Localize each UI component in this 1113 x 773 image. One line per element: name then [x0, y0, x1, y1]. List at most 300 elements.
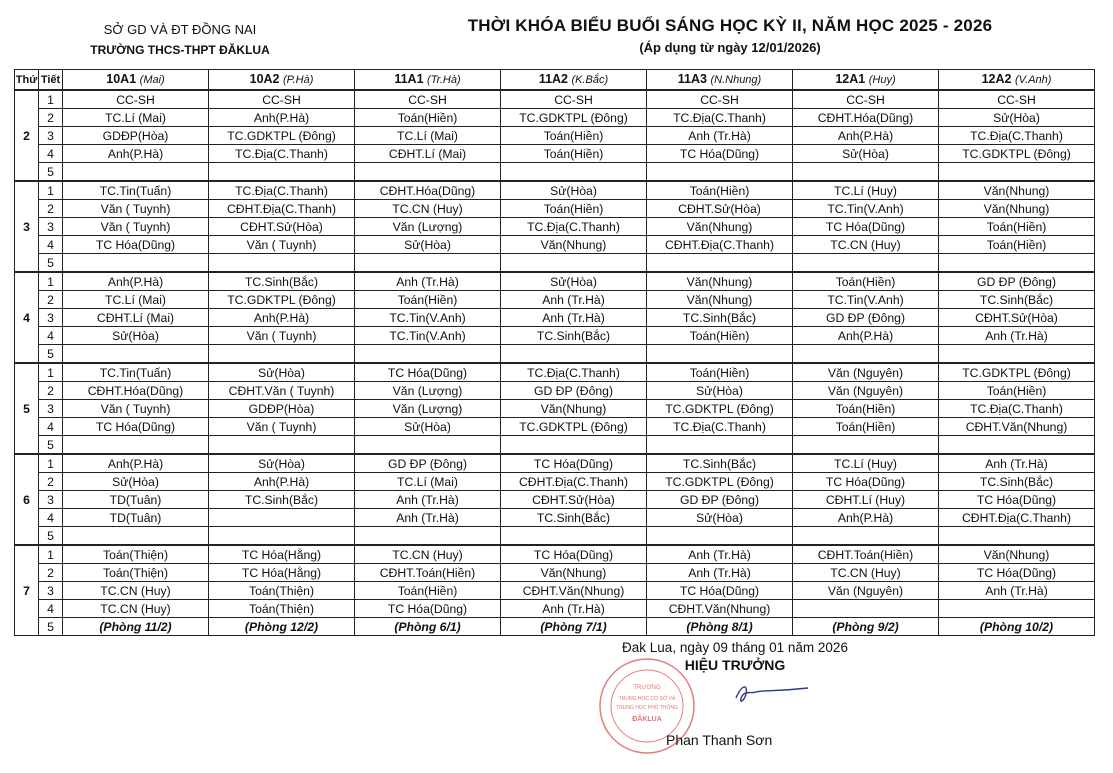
- lesson-cell: TC.GDKTPL (Đông): [939, 145, 1095, 163]
- lesson-cell: [63, 436, 209, 455]
- lesson-cell: Sử(Hòa): [355, 236, 501, 254]
- period-cell: 4: [39, 600, 63, 618]
- lesson-cell: Văn(Nhung): [501, 400, 647, 418]
- column-header-day: Thứ: [15, 70, 39, 91]
- lesson-cell: Văn(Nhung): [647, 291, 793, 309]
- table-row: [15, 90, 1095, 109]
- lesson-cell: [209, 527, 355, 546]
- timetable: [14, 69, 1095, 636]
- period-cell: 2: [39, 473, 63, 491]
- lesson-cell: TC.Sinh(Bắc): [209, 272, 355, 291]
- lesson-cell: CC-SH: [209, 90, 355, 109]
- period-cell: 5: [39, 618, 63, 636]
- table-row: [15, 272, 1095, 291]
- document-subtitle: (Áp dụng từ ngày 12/01/2026): [639, 40, 821, 55]
- class-teacher: (Tr.Hà): [427, 74, 461, 86]
- lesson-cell: TC.Địa(C.Thanh): [939, 127, 1095, 145]
- column-header-period: Tiết: [39, 70, 63, 91]
- lesson-cell: TC.Địa(C.Thanh): [939, 400, 1095, 418]
- lesson-cell: Anh (Tr.Hà): [355, 491, 501, 509]
- lesson-cell: Văn (Lượng): [355, 218, 501, 236]
- lesson-cell: [209, 345, 355, 364]
- lesson-cell: Toán(Thiện): [63, 545, 209, 564]
- table-row: [15, 345, 1095, 364]
- lesson-cell: CĐHT.Sử(Hòa): [647, 200, 793, 218]
- lesson-cell: [939, 163, 1095, 182]
- lesson-cell: [63, 527, 209, 546]
- table-row: [15, 436, 1095, 455]
- lesson-cell: Anh (Tr.Hà): [501, 309, 647, 327]
- lesson-cell: TC.Tin(V.Anh): [355, 309, 501, 327]
- lesson-cell: Văn ( Tuynh): [63, 218, 209, 236]
- lesson-cell: CĐHT.Toán(Hiền): [355, 564, 501, 582]
- lesson-cell: GD ĐP (Đông): [501, 382, 647, 400]
- lesson-cell: TC.CN (Huy): [355, 200, 501, 218]
- lesson-cell: Anh(P.Hà): [63, 145, 209, 163]
- period-cell: 1: [39, 363, 63, 382]
- period-cell: 2: [39, 109, 63, 127]
- signer-name: Phan Thanh Sơn: [666, 732, 773, 748]
- lesson-cell: Văn ( Tuynh): [209, 236, 355, 254]
- lesson-cell: Sử(Hòa): [63, 473, 209, 491]
- table-row: [15, 163, 1095, 182]
- table-row: [15, 454, 1095, 473]
- period-cell: 3: [39, 127, 63, 145]
- lesson-cell: Văn(Nhung): [501, 564, 647, 582]
- lesson-cell: TD(Tuân): [63, 491, 209, 509]
- lesson-cell: [501, 527, 647, 546]
- lesson-cell: Sử(Hòa): [647, 382, 793, 400]
- lesson-cell: Toán(Hiền): [355, 109, 501, 127]
- period-cell: 4: [39, 418, 63, 436]
- period-cell: 4: [39, 509, 63, 527]
- table-row: [15, 181, 1095, 200]
- lesson-cell: Anh(P.Hà): [209, 473, 355, 491]
- lesson-cell: TC.Sinh(Bắc): [209, 491, 355, 509]
- lesson-cell: TC.Sinh(Bắc): [647, 309, 793, 327]
- lesson-cell: (Phòng 11/2): [63, 618, 209, 636]
- lesson-cell: TC Hóa(Dũng): [63, 418, 209, 436]
- lesson-cell: Văn (Nguyên): [793, 382, 939, 400]
- lesson-cell: Văn (Lượng): [355, 382, 501, 400]
- lesson-cell: [63, 254, 209, 273]
- lesson-cell: Sử(Hòa): [939, 109, 1095, 127]
- lesson-cell: Anh(P.Hà): [63, 454, 209, 473]
- class-name: 10A1: [106, 72, 137, 86]
- lesson-cell: Sử(Hòa): [501, 181, 647, 200]
- signature-icon: [732, 680, 812, 710]
- lesson-cell: TC.CN (Huy): [63, 600, 209, 618]
- table-row: [15, 527, 1095, 546]
- lesson-cell: TC Hóa(Dũng): [647, 145, 793, 163]
- lesson-cell: (Phòng 7/1): [501, 618, 647, 636]
- lesson-cell: Văn(Nhung): [939, 181, 1095, 200]
- lesson-cell: [793, 345, 939, 364]
- table-row: [15, 254, 1095, 273]
- period-cell: 1: [39, 545, 63, 564]
- lesson-cell: [501, 345, 647, 364]
- lesson-cell: [501, 436, 647, 455]
- lesson-cell: Anh(P.Hà): [793, 327, 939, 345]
- lesson-cell: TD(Tuân): [63, 509, 209, 527]
- lesson-cell: TC.GDKTPL (Đông): [501, 418, 647, 436]
- period-cell: 1: [39, 90, 63, 109]
- lesson-cell: TC.Tin(V.Anh): [793, 200, 939, 218]
- period-cell: 2: [39, 564, 63, 582]
- table-row: [15, 400, 1095, 418]
- lesson-cell: Văn(Nhung): [939, 200, 1095, 218]
- table-row: [15, 618, 1095, 636]
- period-cell: 3: [39, 582, 63, 600]
- period-cell: 3: [39, 309, 63, 327]
- day-cell: 4: [15, 272, 39, 363]
- lesson-cell: TC.Địa(C.Thanh): [209, 145, 355, 163]
- lesson-cell: CĐHT.Sử(Hòa): [501, 491, 647, 509]
- lesson-cell: CC-SH: [355, 90, 501, 109]
- lesson-cell: CĐHT.Hóa(Dũng): [793, 109, 939, 127]
- lesson-cell: Toán(Hiền): [647, 327, 793, 345]
- class-name: 11A2: [538, 72, 569, 86]
- lesson-cell: TC.GDKTPL (Đông): [209, 291, 355, 309]
- lesson-cell: [939, 345, 1095, 364]
- lesson-cell: Toán(Hiền): [355, 582, 501, 600]
- day-cell: 3: [15, 181, 39, 272]
- department-name: SỞ GD VÀ ĐT ĐỒNG NAI: [103, 22, 257, 37]
- lesson-cell: TC.Sinh(Bắc): [501, 327, 647, 345]
- period-cell: 5: [39, 436, 63, 455]
- class-teacher: (V.Anh): [1014, 74, 1052, 86]
- lesson-cell: [209, 163, 355, 182]
- lesson-cell: TC.GDKTPL (Đông): [939, 363, 1095, 382]
- lesson-cell: TC.Lí (Huy): [793, 454, 939, 473]
- lesson-cell: Anh (Tr.Hà): [355, 509, 501, 527]
- column-header-class: [647, 70, 793, 91]
- lesson-cell: Toán(Hiền): [939, 382, 1095, 400]
- lesson-cell: Anh(P.Hà): [793, 127, 939, 145]
- period-cell: 5: [39, 345, 63, 364]
- lesson-cell: TC Hóa(Dũng): [501, 454, 647, 473]
- lesson-cell: [501, 254, 647, 273]
- period-cell: 1: [39, 181, 63, 200]
- lesson-cell: TC.Tin(V.Anh): [793, 291, 939, 309]
- table-row: [15, 418, 1095, 436]
- lesson-cell: [939, 436, 1095, 455]
- lesson-cell: CĐHT.Lí (Mai): [355, 145, 501, 163]
- lesson-cell: TC.Lí (Mai): [63, 291, 209, 309]
- class-name: 11A1: [394, 72, 424, 86]
- lesson-cell: [355, 436, 501, 455]
- lesson-cell: TC.GDKTPL (Đông): [501, 109, 647, 127]
- signer-role: HIỆU TRƯỞNG: [684, 657, 786, 673]
- table-row: [15, 363, 1095, 382]
- class-teacher: (Mai): [139, 74, 165, 86]
- lesson-cell: CĐHT.Địa(C.Thanh): [501, 473, 647, 491]
- lesson-cell: [793, 163, 939, 182]
- timetable-header-row: [15, 70, 1095, 91]
- lesson-cell: Anh (Tr.Hà): [355, 272, 501, 291]
- lesson-cell: Anh(P.Hà): [209, 309, 355, 327]
- lesson-cell: [647, 345, 793, 364]
- lesson-cell: Anh (Tr.Hà): [501, 291, 647, 309]
- lesson-cell: Văn(Nhung): [501, 236, 647, 254]
- lesson-cell: Toán(Hiền): [501, 145, 647, 163]
- svg-text:TRUNG HỌC CƠ SỞ VÀ: TRUNG HỌC CƠ SỞ VÀ: [618, 696, 676, 702]
- lesson-cell: TC Hóa(Dũng): [647, 582, 793, 600]
- period-cell: 3: [39, 218, 63, 236]
- table-row: [15, 109, 1095, 127]
- lesson-cell: [355, 254, 501, 273]
- table-row: [15, 145, 1095, 163]
- period-cell: 3: [39, 491, 63, 509]
- day-cell: 2: [15, 90, 39, 181]
- lesson-cell: Anh (Tr.Hà): [501, 600, 647, 618]
- lesson-cell: [793, 600, 939, 618]
- lesson-cell: Anh (Tr.Hà): [647, 127, 793, 145]
- lesson-cell: TC.Địa(C.Thanh): [209, 181, 355, 200]
- lesson-cell: [647, 163, 793, 182]
- lesson-cell: [355, 163, 501, 182]
- lesson-cell: [793, 254, 939, 273]
- lesson-cell: GD ĐP (Đông): [939, 272, 1095, 291]
- school-name: TRƯỜNG THCS-THPT ĐĂKLUA: [90, 43, 270, 57]
- lesson-cell: CĐHT.Địa(C.Thanh): [209, 200, 355, 218]
- lesson-cell: Toán(Hiền): [501, 200, 647, 218]
- lesson-cell: [647, 527, 793, 546]
- lesson-cell: Toán(Hiền): [939, 218, 1095, 236]
- day-cell: 6: [15, 454, 39, 545]
- table-row: [15, 600, 1095, 618]
- lesson-cell: TC.Lí (Mai): [355, 473, 501, 491]
- lesson-cell: [647, 254, 793, 273]
- lesson-cell: TC.Sinh(Bắc): [939, 473, 1095, 491]
- period-cell: 1: [39, 272, 63, 291]
- lesson-cell: Sử(Hòa): [209, 454, 355, 473]
- lesson-cell: TC.Tin(Tuấn): [63, 181, 209, 200]
- lesson-cell: Văn (Lượng): [355, 400, 501, 418]
- period-cell: 5: [39, 163, 63, 182]
- lesson-cell: Anh(P.Hà): [63, 272, 209, 291]
- table-row: [15, 291, 1095, 309]
- period-cell: 2: [39, 291, 63, 309]
- lesson-cell: Anh (Tr.Hà): [647, 564, 793, 582]
- lesson-cell: CĐHT.Hóa(Dũng): [355, 181, 501, 200]
- lesson-cell: TC.Lí (Mai): [355, 127, 501, 145]
- lesson-cell: TC Hóa(Dũng): [793, 473, 939, 491]
- lesson-cell: TC.CN (Huy): [793, 564, 939, 582]
- lesson-cell: TC Hóa(Dũng): [939, 564, 1095, 582]
- lesson-cell: Văn (Nguyên): [793, 582, 939, 600]
- lesson-cell: TC.GDKTPL (Đông): [209, 127, 355, 145]
- lesson-cell: CC-SH: [939, 90, 1095, 109]
- lesson-cell: TC.GDKTPL (Đông): [647, 473, 793, 491]
- lesson-cell: TC.Địa(C.Thanh): [647, 418, 793, 436]
- class-name: 12A1: [835, 72, 866, 86]
- period-cell: 5: [39, 254, 63, 273]
- class-teacher: (Huy): [868, 74, 896, 86]
- lesson-cell: [939, 527, 1095, 546]
- lesson-cell: Sử(Hòa): [355, 418, 501, 436]
- table-row: [15, 218, 1095, 236]
- table-row: [15, 200, 1095, 218]
- class-name: 12A2: [981, 72, 1012, 86]
- lesson-cell: [647, 436, 793, 455]
- lesson-cell: CC-SH: [63, 90, 209, 109]
- lesson-cell: GDĐP(Hòa): [63, 127, 209, 145]
- column-header-class: [209, 70, 355, 91]
- lesson-cell: Văn ( Tuynh): [63, 400, 209, 418]
- lesson-cell: CĐHT.Văn(Nhung): [501, 582, 647, 600]
- class-teacher: (K.Bắc): [571, 74, 609, 86]
- lesson-cell: Toán(Hiền): [793, 400, 939, 418]
- lesson-cell: Văn ( Tuynh): [209, 418, 355, 436]
- period-cell: 2: [39, 382, 63, 400]
- lesson-cell: CC-SH: [793, 90, 939, 109]
- lesson-cell: Sử(Hòa): [647, 509, 793, 527]
- day-cell: 5: [15, 363, 39, 454]
- period-cell: 4: [39, 327, 63, 345]
- lesson-cell: Toán(Hiền): [647, 181, 793, 200]
- signing-date: Đak Lua, ngày 09 tháng 01 năm 2026: [622, 640, 848, 655]
- lesson-cell: [63, 163, 209, 182]
- lesson-cell: CĐHT.Lí (Mai): [63, 309, 209, 327]
- period-cell: 5: [39, 527, 63, 546]
- lesson-cell: [355, 345, 501, 364]
- lesson-cell: [501, 163, 647, 182]
- table-row: [15, 382, 1095, 400]
- lesson-cell: Toán(Hiền): [939, 236, 1095, 254]
- class-teacher: (N.Nhung): [710, 74, 762, 86]
- class-name: 10A2: [249, 72, 280, 86]
- period-cell: 1: [39, 454, 63, 473]
- lesson-cell: TC.Sinh(Bắc): [501, 509, 647, 527]
- svg-text:TRƯỜNG: TRƯỜNG: [633, 685, 661, 691]
- period-cell: 3: [39, 400, 63, 418]
- lesson-cell: Văn(Nhung): [647, 272, 793, 291]
- lesson-cell: GDĐP(Hòa): [209, 400, 355, 418]
- lesson-cell: Anh (Tr.Hà): [939, 327, 1095, 345]
- table-row: [15, 491, 1095, 509]
- table-row: [15, 509, 1095, 527]
- lesson-cell: Sử(Hòa): [501, 272, 647, 291]
- column-header-class: [939, 70, 1095, 91]
- lesson-cell: (Phòng 6/1): [355, 618, 501, 636]
- lesson-cell: Văn (Nguyên): [793, 363, 939, 382]
- lesson-cell: GD ĐP (Đông): [793, 309, 939, 327]
- lesson-cell: TC.CN (Huy): [63, 582, 209, 600]
- lesson-cell: Toán(Thiện): [63, 564, 209, 582]
- table-row: [15, 309, 1095, 327]
- header-left: [60, 22, 300, 57]
- class-name: 11A3: [677, 72, 707, 86]
- lesson-cell: Anh (Tr.Hà): [939, 582, 1095, 600]
- lesson-cell: (Phòng 10/2): [939, 618, 1095, 636]
- table-row: [15, 327, 1095, 345]
- header-right: [400, 16, 1060, 55]
- lesson-cell: (Phòng 8/1): [647, 618, 793, 636]
- period-cell: 2: [39, 200, 63, 218]
- column-header-class: [501, 70, 647, 91]
- lesson-cell: [355, 527, 501, 546]
- lesson-cell: TC Hóa(Hằng): [209, 545, 355, 564]
- table-row: [15, 473, 1095, 491]
- lesson-cell: Toán(Thiện): [209, 582, 355, 600]
- lesson-cell: TC.Sinh(Bắc): [939, 291, 1095, 309]
- lesson-cell: Văn ( Tuynh): [209, 327, 355, 345]
- period-cell: 4: [39, 236, 63, 254]
- lesson-cell: TC.CN (Huy): [793, 236, 939, 254]
- lesson-cell: TC.Tin(Tuấn): [63, 363, 209, 382]
- lesson-cell: TC.Tin(V.Anh): [355, 327, 501, 345]
- svg-text:TRUNG HỌC PHỔ THÔNG: TRUNG HỌC PHỔ THÔNG: [616, 705, 678, 711]
- lesson-cell: Văn ( Tuynh): [63, 200, 209, 218]
- lesson-cell: CĐHT.Văn ( Tuynh): [209, 382, 355, 400]
- period-cell: 4: [39, 145, 63, 163]
- lesson-cell: CĐHT.Hóa(Dũng): [63, 382, 209, 400]
- class-teacher: (P.Hà): [283, 74, 314, 86]
- lesson-cell: TC Hóa(Dũng): [793, 218, 939, 236]
- table-row: [15, 236, 1095, 254]
- lesson-cell: Văn(Nhung): [647, 218, 793, 236]
- table-row: [15, 545, 1095, 564]
- column-header-class: [793, 70, 939, 91]
- lesson-cell: CĐHT.Sử(Hòa): [939, 309, 1095, 327]
- lesson-cell: [63, 345, 209, 364]
- column-header-class: [355, 70, 501, 91]
- lesson-cell: CC-SH: [647, 90, 793, 109]
- lesson-cell: CC-SH: [501, 90, 647, 109]
- lesson-cell: TC Hóa(Dũng): [355, 600, 501, 618]
- lesson-cell: Toán(Hiền): [647, 363, 793, 382]
- lesson-cell: TC.Lí (Huy): [793, 181, 939, 200]
- lesson-cell: [939, 600, 1095, 618]
- lesson-cell: Anh(P.Hà): [793, 509, 939, 527]
- lesson-cell: TC.Địa(C.Thanh): [501, 363, 647, 382]
- table-row: [15, 127, 1095, 145]
- lesson-cell: CĐHT.Văn(Nhung): [939, 418, 1095, 436]
- lesson-cell: [209, 254, 355, 273]
- lesson-cell: TC.CN (Huy): [355, 545, 501, 564]
- document-title: THỜI KHÓA BIỂU BUỔI SÁNG HỌC KỲ II, NĂM HỌC 2025 - 2026: [467, 16, 993, 35]
- lesson-cell: TC.Lí (Mai): [63, 109, 209, 127]
- lesson-cell: (Phòng 12/2): [209, 618, 355, 636]
- lesson-cell: TC Hóa(Dũng): [501, 545, 647, 564]
- lesson-cell: TC Hóa(Dũng): [63, 236, 209, 254]
- lesson-cell: Toán(Hiền): [355, 291, 501, 309]
- lesson-cell: Sử(Hòa): [63, 327, 209, 345]
- lesson-cell: CĐHT.Lí (Huy): [793, 491, 939, 509]
- lesson-cell: [793, 527, 939, 546]
- lesson-cell: Anh (Tr.Hà): [939, 454, 1095, 473]
- lesson-cell: Văn(Nhung): [939, 545, 1095, 564]
- lesson-cell: GD ĐP (Đông): [647, 491, 793, 509]
- lesson-cell: GD ĐP (Đông): [355, 454, 501, 473]
- lesson-cell: [209, 436, 355, 455]
- lesson-cell: Anh(P.Hà): [209, 109, 355, 127]
- lesson-cell: TC Hóa(Dũng): [355, 363, 501, 382]
- timetable-body: [15, 90, 1095, 636]
- lesson-cell: TC.GDKTPL (Đông): [647, 400, 793, 418]
- lesson-cell: [793, 436, 939, 455]
- lesson-cell: [939, 254, 1095, 273]
- svg-text:ĐĂKLUA: ĐĂKLUA: [632, 716, 662, 723]
- lesson-cell: Toán(Hiền): [793, 418, 939, 436]
- lesson-cell: CĐHT.Sử(Hòa): [209, 218, 355, 236]
- lesson-cell: Toán(Hiền): [793, 272, 939, 291]
- lesson-cell: Toán(Hiền): [501, 127, 647, 145]
- lesson-cell: CĐHT.Văn(Nhung): [647, 600, 793, 618]
- lesson-cell: CĐHT.Toán(Hiền): [793, 545, 939, 564]
- lesson-cell: TC.Địa(C.Thanh): [501, 218, 647, 236]
